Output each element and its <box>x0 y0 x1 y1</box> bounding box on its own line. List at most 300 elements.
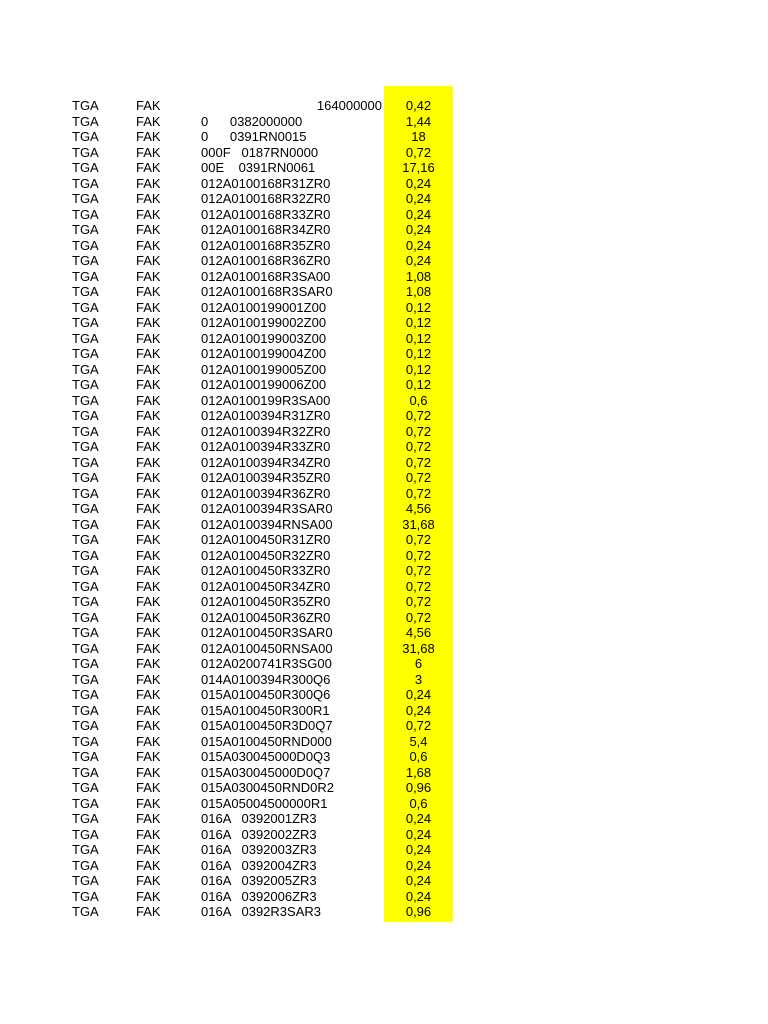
table-row <box>0 300 768 316</box>
part-number-text: 012A0100394R31ZR0 <box>201 408 331 423</box>
cell-value[interactable]: 0,6 <box>409 749 428 764</box>
cell-code-a[interactable]: TGA <box>72 113 99 129</box>
cell-code-a[interactable]: TGA <box>72 687 99 702</box>
cell-value[interactable]: 0,72 <box>405 609 432 625</box>
cell-value[interactable]: 5,4 <box>409 733 428 749</box>
cell-code-b[interactable]: FAK <box>136 532 161 547</box>
part-number-text: 012A0100450R33ZR0 <box>201 563 331 578</box>
part-number-text: 012A0100199003Z00 <box>201 330 327 346</box>
cell-value[interactable]: 1,68 <box>405 764 432 780</box>
table-row <box>0 563 768 579</box>
cell-code-a[interactable]: TGA <box>72 175 99 191</box>
cell-code-b[interactable]: FAK <box>136 392 161 408</box>
part-number-text: 012A0100450R34ZR0 <box>201 578 331 594</box>
cell-code-b[interactable]: FAK <box>136 904 161 919</box>
spreadsheet-rows <box>0 98 768 920</box>
table-row <box>0 656 768 672</box>
cell-value[interactable]: 31,68 <box>402 516 435 532</box>
cell-part-number[interactable] <box>201 253 330 269</box>
cell-part-number[interactable] <box>201 517 333 533</box>
cell-part-number[interactable] <box>201 594 330 610</box>
table-row <box>0 718 768 734</box>
table-row <box>0 873 768 889</box>
cell-part-number[interactable] <box>201 780 334 796</box>
table-row <box>0 439 768 455</box>
cell-part-number[interactable] <box>201 625 333 641</box>
table-row <box>0 780 768 796</box>
table-row <box>0 207 768 223</box>
cell-code-b[interactable]: FAK <box>136 237 161 253</box>
table-row <box>0 904 768 920</box>
cell-code-b[interactable]: FAK <box>136 113 161 129</box>
cell-value[interactable]: 0,42 <box>405 98 432 113</box>
part-number-text: 012A0100394R3SAR0 <box>201 501 333 516</box>
cell-value[interactable]: 0,12 <box>405 346 432 361</box>
cell-part-number[interactable] <box>201 501 333 517</box>
part-number-text: 012A0100168R35ZR0 <box>201 237 331 253</box>
part-number-text: 012A0100168R36ZR0 <box>201 253 331 268</box>
cell-code-a[interactable]: TGA <box>72 547 99 563</box>
cell-value[interactable]: 0,96 <box>405 780 432 795</box>
part-number-text: 012A0200741R3SG00 <box>201 656 332 671</box>
table-row <box>0 129 768 145</box>
cell-code-b[interactable]: FAK <box>136 873 161 888</box>
cell-code-b[interactable]: FAK <box>136 749 161 764</box>
cell-code-a[interactable]: TGA <box>72 578 99 594</box>
cell-code-b[interactable]: FAK <box>136 547 161 563</box>
cell-code-b[interactable]: FAK <box>136 811 161 826</box>
cell-value[interactable]: 3 <box>414 671 423 687</box>
cell-code-b[interactable]: FAK <box>136 888 161 904</box>
cell-value[interactable]: 0,72 <box>405 439 432 454</box>
cell-part-number[interactable] <box>201 300 326 316</box>
cell-part-number[interactable] <box>201 579 330 595</box>
table-row <box>0 315 768 331</box>
cell-code-b[interactable]: FAK <box>136 733 161 749</box>
cell-code-b[interactable]: FAK <box>136 330 161 346</box>
cell-part-number[interactable] <box>201 563 330 579</box>
cell-code-a[interactable]: TGA <box>72 516 99 532</box>
cell-code-a[interactable]: TGA <box>72 795 99 811</box>
cell-code-a[interactable]: TGA <box>72 764 99 780</box>
part-number-text: 012A0100168R32ZR0 <box>201 191 331 206</box>
cell-code-b[interactable]: FAK <box>136 299 161 315</box>
part-number-text: 012A0100394R33ZR0 <box>201 439 331 454</box>
cell-code-a[interactable]: TGA <box>72 718 99 733</box>
cell-value[interactable]: 18 <box>411 129 426 144</box>
cell-code-a[interactable]: TGA <box>72 842 99 857</box>
table-row <box>0 222 768 238</box>
cell-code-b[interactable]: FAK <box>136 594 161 609</box>
part-number-text: 016A 0392R3SAR3 <box>201 904 321 919</box>
table-row <box>0 641 768 657</box>
cell-code-a[interactable]: TGA <box>72 284 99 299</box>
cell-code-a[interactable]: TGA <box>72 454 99 470</box>
cell-value[interactable]: 0,72 <box>405 454 432 470</box>
cell-code-a[interactable]: TGA <box>72 299 99 315</box>
cell-value[interactable]: 0,72 <box>405 423 432 439</box>
part-number-text: 012A0100199R3SA00 <box>201 392 331 408</box>
table-row <box>0 253 768 269</box>
cell-part-number[interactable] <box>201 687 330 703</box>
cell-part-number[interactable] <box>201 145 318 161</box>
cell-part-number[interactable] <box>201 641 333 657</box>
cell-code-b[interactable]: FAK <box>136 501 161 516</box>
cell-value[interactable]: 0,96 <box>405 904 432 919</box>
cell-code-b[interactable]: FAK <box>136 671 161 687</box>
cell-value[interactable]: 0,12 <box>405 377 432 392</box>
table-row <box>0 145 768 161</box>
part-number-text: 012A0100199006Z00 <box>201 377 327 392</box>
cell-value[interactable]: 0,72 <box>405 408 432 423</box>
table-row <box>0 734 768 750</box>
cell-code-b[interactable]: FAK <box>136 718 161 733</box>
cell-code-a[interactable]: TGA <box>72 656 99 671</box>
cell-code-b[interactable]: FAK <box>136 315 161 330</box>
cell-part-number[interactable] <box>201 284 333 300</box>
table-row <box>0 594 768 610</box>
cell-code-b[interactable]: FAK <box>136 826 161 842</box>
cell-value[interactable]: 0,72 <box>405 718 432 733</box>
cell-code-b[interactable]: FAK <box>136 780 161 795</box>
cell-part-number[interactable] <box>201 703 330 719</box>
cell-value[interactable]: 6 <box>414 656 423 671</box>
part-number-text: 012A0100168R3SAR0 <box>201 284 333 299</box>
cell-part-number[interactable] <box>201 765 330 781</box>
cell-code-a[interactable]: TGA <box>72 904 99 919</box>
cell-value[interactable]: 0,24 <box>405 222 432 237</box>
table-row <box>0 796 768 812</box>
cell-value[interactable]: 4,56 <box>405 501 432 516</box>
cell-code-a[interactable]: TGA <box>72 857 99 873</box>
part-number-text: 015A0300450RND0R2 <box>201 780 334 795</box>
cell-part-number[interactable] <box>201 873 317 889</box>
cell-code-b[interactable]: FAK <box>136 191 161 206</box>
cell-part-number[interactable] <box>201 718 333 734</box>
table-row <box>0 191 768 207</box>
cell-value[interactable]: 4,56 <box>405 625 432 640</box>
cell-part-number[interactable] <box>201 408 330 424</box>
table-row <box>0 517 768 533</box>
cell-value[interactable]: 17,16 <box>402 160 435 175</box>
table-row <box>0 672 768 688</box>
part-number-text: 012A0100450R35ZR0 <box>201 594 331 609</box>
cell-part-number[interactable] <box>201 455 330 471</box>
cell-value[interactable]: 0,72 <box>405 485 432 501</box>
cell-code-a[interactable]: TGA <box>72 873 99 888</box>
table-row <box>0 501 768 517</box>
part-number-text: 012A0100394R32ZR0 <box>201 423 331 439</box>
cell-value[interactable]: 0,24 <box>405 206 432 222</box>
cell-part-number[interactable] <box>201 486 330 502</box>
part-number-text: 012A0100168R3SA00 <box>201 268 331 284</box>
cell-part-number[interactable] <box>201 176 330 192</box>
cell-number[interactable]: 164000000 <box>316 98 382 113</box>
cell-value[interactable]: 0,12 <box>405 299 432 315</box>
part-number-text: 012A0100168R31ZR0 <box>201 175 331 191</box>
cell-code-b[interactable]: FAK <box>136 842 161 857</box>
cell-code-a[interactable]: TGA <box>72 439 99 454</box>
table-row <box>0 625 768 641</box>
cell-code-a[interactable]: TGA <box>72 780 99 795</box>
table-row <box>0 532 768 548</box>
table-row <box>0 362 768 378</box>
cell-part-number[interactable] <box>201 346 326 362</box>
cell-code-b[interactable]: FAK <box>136 377 161 392</box>
cell-part-number[interactable] <box>201 734 332 750</box>
cell-code-a[interactable]: TGA <box>72 733 99 749</box>
cell-value[interactable]: 0,72 <box>405 532 432 547</box>
part-number-text: 012A0100168R33ZR0 <box>201 206 331 222</box>
cell-code-a[interactable]: TGA <box>72 330 99 346</box>
cell-code-b[interactable]: FAK <box>136 640 161 656</box>
part-number-text: 015A0100450R3D0Q7 <box>201 718 333 733</box>
cell-code-b[interactable]: FAK <box>136 160 161 175</box>
cell-value[interactable]: 0,24 <box>405 237 432 253</box>
cell-value[interactable]: 0,24 <box>405 857 432 873</box>
cell-part-number[interactable] <box>201 315 326 331</box>
cell-value[interactable]: 0,72 <box>405 144 432 160</box>
cell-code-b[interactable]: FAK <box>136 253 161 268</box>
cell-part-number[interactable] <box>201 238 330 254</box>
cell-part-number[interactable] <box>201 548 330 564</box>
cell-part-number[interactable] <box>201 269 330 285</box>
part-number-text: 015A030045000D0Q7 <box>201 764 331 780</box>
cell-code-b[interactable]: FAK <box>136 454 161 470</box>
table-row <box>0 114 768 130</box>
part-number-text: 015A030045000D0Q3 <box>201 749 331 764</box>
table-row <box>0 610 768 626</box>
table-row <box>0 703 768 719</box>
cell-code-a[interactable]: TGA <box>72 377 99 392</box>
cell-part-number[interactable] <box>201 424 330 440</box>
cell-code-a[interactable]: TGA <box>72 315 99 330</box>
cell-value[interactable]: 0,24 <box>405 702 432 718</box>
cell-code-a[interactable]: TGA <box>72 625 99 640</box>
cell-code-b[interactable]: FAK <box>136 857 161 873</box>
cell-value[interactable]: 0,72 <box>405 547 432 563</box>
cell-code-a[interactable]: TGA <box>72 640 99 656</box>
cell-value[interactable]: 0,72 <box>405 594 432 609</box>
cell-value[interactable]: 0,12 <box>405 315 432 330</box>
table-row <box>0 331 768 347</box>
cell-code-a[interactable]: TGA <box>72 423 99 439</box>
cell-value[interactable]: 0,12 <box>405 361 432 377</box>
cell-code-b[interactable]: FAK <box>136 485 161 501</box>
cell-code-a[interactable]: TGA <box>72 485 99 501</box>
cell-code-a[interactable]: TGA <box>72 253 99 268</box>
cell-code-a[interactable]: TGA <box>72 191 99 206</box>
cell-part-number[interactable] <box>201 610 330 626</box>
part-number-text: 014A0100394R300Q6 <box>201 671 331 687</box>
table-row <box>0 160 768 176</box>
cell-code-b[interactable]: FAK <box>136 268 161 284</box>
cell-part-number[interactable] <box>201 827 317 843</box>
cell-code-a[interactable]: TGA <box>72 826 99 842</box>
cell-code-a[interactable]: TGA <box>72 532 99 547</box>
cell-code-a[interactable]: TGA <box>72 237 99 253</box>
cell-value[interactable]: 0,24 <box>405 687 432 702</box>
part-number-text: 012A0100199001Z00 <box>201 299 327 315</box>
cell-part-number[interactable] <box>201 749 330 765</box>
cell-code-a[interactable]: TGA <box>72 222 99 237</box>
cell-code-b[interactable]: FAK <box>136 795 161 811</box>
part-number-text: 012A0100394RNSA00 <box>201 516 333 532</box>
cell-part-number[interactable] <box>201 858 317 874</box>
part-number-text: 012A0100450RNSA00 <box>201 640 333 656</box>
part-number-text: 012A0100394R36ZR0 <box>201 485 331 501</box>
table-row <box>0 687 768 703</box>
cell-code-b[interactable]: FAK <box>136 408 161 423</box>
cell-value[interactable]: 0,24 <box>405 191 432 206</box>
table-row <box>0 579 768 595</box>
cell-value[interactable]: 0,6 <box>409 392 428 408</box>
cell-code-b[interactable]: FAK <box>136 284 161 299</box>
cell-code-a[interactable]: TGA <box>72 501 99 516</box>
cell-part-number[interactable] <box>201 129 307 145</box>
part-number-text: 012A0100450R32ZR0 <box>201 547 331 563</box>
cell-code-a[interactable]: TGA <box>72 563 99 578</box>
cell-code-a[interactable]: TGA <box>72 702 99 718</box>
cell-code-b[interactable]: FAK <box>136 563 161 578</box>
part-number-text: 015A0100450RND000 <box>201 733 332 749</box>
part-number-text: 016A 0392002ZR3 <box>201 826 317 842</box>
cell-part-number[interactable] <box>201 889 317 905</box>
part-number-text: 012A0100199005Z00 <box>201 361 327 377</box>
cell-code-b[interactable]: FAK <box>136 222 161 237</box>
table-row <box>0 377 768 393</box>
cell-code-a[interactable]: TGA <box>72 392 99 408</box>
part-number-text: 016A 0392004ZR3 <box>201 857 317 873</box>
cell-value[interactable]: 0,72 <box>405 578 432 594</box>
cell-code-a[interactable]: TGA <box>72 129 99 144</box>
table-row <box>0 98 768 114</box>
table-row <box>0 408 768 424</box>
cell-part-number[interactable] <box>201 331 326 347</box>
cell-code-a[interactable]: TGA <box>72 594 99 609</box>
part-number-text: 0 0382000000 <box>201 113 303 129</box>
cell-part-number[interactable] <box>201 470 330 486</box>
cell-value[interactable]: 0,24 <box>405 842 432 857</box>
cell-code-a[interactable]: TGA <box>72 206 99 222</box>
cell-code-a[interactable]: TGA <box>72 98 99 113</box>
cell-code-b[interactable]: FAK <box>136 609 161 625</box>
cell-code-b[interactable]: FAK <box>136 625 161 640</box>
cell-value[interactable]: 0,24 <box>405 175 432 191</box>
cell-code-b[interactable]: FAK <box>136 346 161 361</box>
table-row <box>0 827 768 843</box>
table-row <box>0 842 768 858</box>
cell-code-b[interactable]: FAK <box>136 516 161 532</box>
cell-value[interactable]: 31,68 <box>402 640 435 656</box>
table-row <box>0 346 768 362</box>
cell-value[interactable]: 0,72 <box>405 470 432 485</box>
cell-code-b[interactable]: FAK <box>136 702 161 718</box>
cell-code-b[interactable]: FAK <box>136 98 161 113</box>
cell-value[interactable]: 0,6 <box>409 795 428 811</box>
cell-part-number[interactable] <box>201 222 330 238</box>
cell-code-b[interactable]: FAK <box>136 361 161 377</box>
cell-part-number[interactable] <box>201 439 330 455</box>
cell-code-a[interactable]: TGA <box>72 671 99 687</box>
cell-code-b[interactable]: FAK <box>136 144 161 160</box>
part-number-text: 012A0100450R31ZR0 <box>201 532 331 547</box>
cell-value[interactable]: 1,44 <box>405 113 432 129</box>
cell-value[interactable]: 0,72 <box>405 563 432 578</box>
cell-code-a[interactable]: TGA <box>72 888 99 904</box>
part-number-text: 000F 0187RN0000 <box>201 144 319 160</box>
cell-code-a[interactable]: TGA <box>72 470 99 485</box>
cell-part-number[interactable] <box>201 393 330 409</box>
cell-code-a[interactable]: TGA <box>72 144 99 160</box>
cell-code-b[interactable]: FAK <box>136 687 161 702</box>
cell-code-b[interactable]: FAK <box>136 764 161 780</box>
part-number-text: 012A0100199002Z00 <box>201 315 327 330</box>
table-row <box>0 455 768 471</box>
cell-part-number[interactable] <box>201 904 321 920</box>
cell-code-a[interactable]: TGA <box>72 268 99 284</box>
table-row <box>0 424 768 440</box>
cell-code-b[interactable]: FAK <box>136 129 161 144</box>
table-row <box>0 889 768 905</box>
cell-value[interactable]: 0,24 <box>405 253 432 268</box>
cell-part-number[interactable] <box>201 811 317 827</box>
cell-value[interactable]: 0,24 <box>405 888 432 904</box>
cell-value[interactable]: 0,24 <box>405 873 432 888</box>
cell-value[interactable]: 1,08 <box>405 268 432 284</box>
table-row <box>0 811 768 827</box>
cell-value[interactable]: 0,24 <box>405 811 432 826</box>
cell-code-a[interactable]: TGA <box>72 749 99 764</box>
cell-code-b[interactable]: FAK <box>136 423 161 439</box>
cell-code-b[interactable]: FAK <box>136 656 161 671</box>
cell-part-number[interactable] <box>201 377 326 393</box>
cell-value[interactable]: 1,08 <box>405 284 432 299</box>
cell-part-number[interactable] <box>201 207 330 223</box>
part-number-text: 016A 0392003ZR3 <box>201 842 317 857</box>
cell-code-b[interactable]: FAK <box>136 206 161 222</box>
table-row <box>0 284 768 300</box>
cell-code-a[interactable]: TGA <box>72 609 99 625</box>
cell-code-b[interactable]: FAK <box>136 175 161 191</box>
cell-part-number[interactable] <box>201 656 332 672</box>
cell-part-number[interactable] <box>201 532 330 548</box>
cell-value[interactable]: 0,24 <box>405 826 432 842</box>
cell-code-a[interactable]: TGA <box>72 361 99 377</box>
table-row <box>0 470 768 486</box>
cell-part-number[interactable] <box>201 842 317 858</box>
cell-part-number[interactable] <box>201 796 328 812</box>
cell-code-a[interactable]: TGA <box>72 811 99 826</box>
part-number-text: 015A0100450R300R1 <box>201 702 330 718</box>
cell-part-number[interactable] <box>201 160 315 176</box>
cell-code-b[interactable]: FAK <box>136 470 161 485</box>
cell-code-b[interactable]: FAK <box>136 439 161 454</box>
cell-code-a[interactable]: TGA <box>72 160 99 175</box>
cell-code-a[interactable]: TGA <box>72 346 99 361</box>
cell-part-number[interactable] <box>201 672 330 688</box>
part-number-text: 012A0100168R34ZR0 <box>201 222 331 237</box>
cell-part-number[interactable] <box>201 114 302 130</box>
part-number-text: 0 0391RN0015 <box>201 129 307 144</box>
cell-code-b[interactable]: FAK <box>136 578 161 594</box>
cell-part-number[interactable] <box>201 191 330 207</box>
part-number-text: 016A 0392001ZR3 <box>201 811 317 826</box>
cell-value[interactable]: 0,12 <box>405 330 432 346</box>
cell-code-a[interactable]: TGA <box>72 408 99 423</box>
table-row <box>0 765 768 781</box>
cell-part-number[interactable] <box>201 362 326 378</box>
